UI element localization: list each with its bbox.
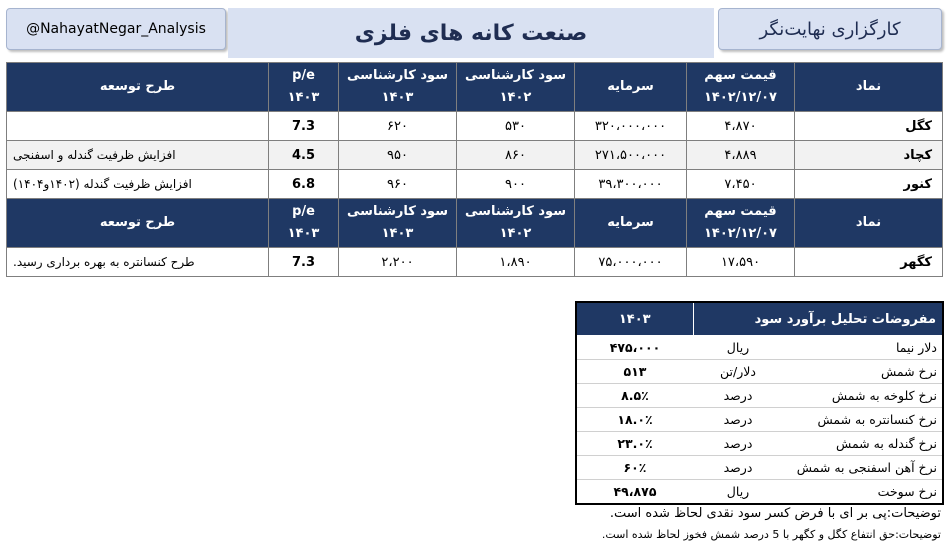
assumption-unit: درصد: [693, 408, 783, 432]
assumption-unit: درصد: [693, 384, 783, 408]
col-pe: p/e ۱۴۰۳: [269, 199, 339, 248]
col-price: قیمت سهم ۱۴۰۲/۱۲/۰۷: [687, 63, 795, 112]
header-row-2: [7, 199, 943, 248]
assumption-label: نرخ آهن اسفنجی به شمش: [783, 456, 943, 480]
pe-cell: 6.8: [269, 170, 339, 199]
assumption-value: ۸.۵٪: [576, 384, 693, 408]
assumption-row: [576, 480, 943, 505]
capital-cell: ۲۷۱،۵۰۰،۰۰۰: [575, 141, 687, 170]
stocks-table: [6, 62, 943, 277]
profit-1402-cell: ۱،۸۹۰: [457, 248, 575, 277]
assumptions-year: ۱۴۰۳: [576, 302, 693, 336]
col-development: طرح توسعه: [7, 63, 269, 112]
note-pe: توضیحات:پی بر ای با فرض کسر سود نقدی لحاظ شده است.: [609, 506, 941, 521]
symbol-cell: کنور: [795, 170, 943, 199]
dev-cell: افزایش ظرفیت گندله و اسفنجی: [7, 141, 269, 170]
handle-text: @NahayatNegar_Analysis: [26, 21, 206, 37]
assumption-unit: درصد: [693, 432, 783, 456]
dev-cell: [7, 112, 269, 141]
assumption-unit: دلار/تن: [693, 360, 783, 384]
profit-1403-cell: ۹۵۰: [339, 141, 457, 170]
assumption-label: نرخ کنسانتره به شمش: [783, 408, 943, 432]
assumption-row: [576, 456, 943, 480]
assumption-value: ۵۱۳: [576, 360, 693, 384]
col-price: قیمت سهم ۱۴۰۲/۱۲/۰۷: [687, 199, 795, 248]
assumption-label: دلار نیما: [783, 336, 943, 360]
table-row: [7, 112, 943, 141]
dev-cell: طرح کنسانتره به بهره برداری رسید.: [7, 248, 269, 277]
header-row-1: [7, 63, 943, 112]
assumption-label: نرخ شمش: [783, 360, 943, 384]
profit-1403-cell: ۹۶۰: [339, 170, 457, 199]
assumption-row: [576, 432, 943, 456]
col-development: طرح توسعه: [7, 199, 269, 248]
assumptions-table: [575, 301, 944, 505]
col-symbol: نماد: [795, 63, 943, 112]
table-row: [7, 248, 943, 277]
col-capital: سرمایه: [575, 199, 687, 248]
symbol-cell: کچاد: [795, 141, 943, 170]
table-row: [7, 170, 943, 199]
symbol-cell: کگهر: [795, 248, 943, 277]
price-cell: ۴،۸۷۰: [687, 112, 795, 141]
assumption-value: ۴۹،۸۷۵: [576, 480, 693, 505]
page-title: صنعت کانه های فلزی: [228, 8, 714, 58]
pe-cell: 4.5: [269, 141, 339, 170]
profit-1403-cell: ۲،۲۰۰: [339, 248, 457, 277]
price-cell: ۷،۴۵۰: [687, 170, 795, 199]
agency-box: [718, 8, 942, 50]
col-pe: p/e ۱۴۰۳: [269, 63, 339, 112]
assumption-label: نرخ گندله به شمش: [783, 432, 943, 456]
capital-cell: ۷۵،۰۰۰،۰۰۰: [575, 248, 687, 277]
pe-cell: 7.3: [269, 112, 339, 141]
assumption-label: نرخ کلوخه به شمش: [783, 384, 943, 408]
assumption-unit: درصد: [693, 456, 783, 480]
profit-1402-cell: ۵۳۰: [457, 112, 575, 141]
assumption-value: ۲۳.۰٪: [576, 432, 693, 456]
assumption-value: ۱۸.۰٪: [576, 408, 693, 432]
assumption-label: نرخ سوخت: [783, 480, 943, 505]
note-royalty: توضیحات:حق انتفاع کگل و کگهر با 5 درصد شمش فخوز لحاظ شده است.: [601, 528, 941, 541]
assumption-row: [576, 408, 943, 432]
assumption-value: ۴۷۵،۰۰۰: [576, 336, 693, 360]
assumptions-header: [576, 302, 943, 336]
price-cell: ۴،۸۸۹: [687, 141, 795, 170]
price-cell: ۱۷،۵۹۰: [687, 248, 795, 277]
capital-cell: ۳۲۰،۰۰۰،۰۰۰: [575, 112, 687, 141]
col-profit-1403: سود کارشناسی ۱۴۰۳: [339, 63, 457, 112]
pe-cell: 7.3: [269, 248, 339, 277]
profit-1402-cell: ۹۰۰: [457, 170, 575, 199]
col-profit-1403: سود کارشناسی ۱۴۰۳: [339, 199, 457, 248]
col-symbol: نماد: [795, 199, 943, 248]
col-profit-1402: سود کارشناسی ۱۴۰۲: [457, 199, 575, 248]
handle-box: [6, 8, 226, 50]
col-profit-1402: سود کارشناسی ۱۴۰۲: [457, 63, 575, 112]
agency-text: کارگزاری نهایت‌نگر: [759, 18, 901, 40]
capital-cell: ۳۹،۳۰۰،۰۰۰: [575, 170, 687, 199]
assumption-value: ۶۰٪: [576, 456, 693, 480]
assumption-row: [576, 384, 943, 408]
assumption-unit: ریال: [693, 336, 783, 360]
col-capital: سرمایه: [575, 63, 687, 112]
symbol-cell: کگل: [795, 112, 943, 141]
dev-cell: افزایش ظرفیت گندله (۱۴۰۲و۱۴۰۴): [7, 170, 269, 199]
assumptions-title: مفروضات تحلیل برآورد سود: [693, 302, 943, 336]
table-row: [7, 141, 943, 170]
assumption-row: [576, 360, 943, 384]
assumption-row: [576, 336, 943, 360]
profit-1403-cell: ۶۲۰: [339, 112, 457, 141]
assumption-unit: ریال: [693, 480, 783, 505]
profit-1402-cell: ۸۶۰: [457, 141, 575, 170]
